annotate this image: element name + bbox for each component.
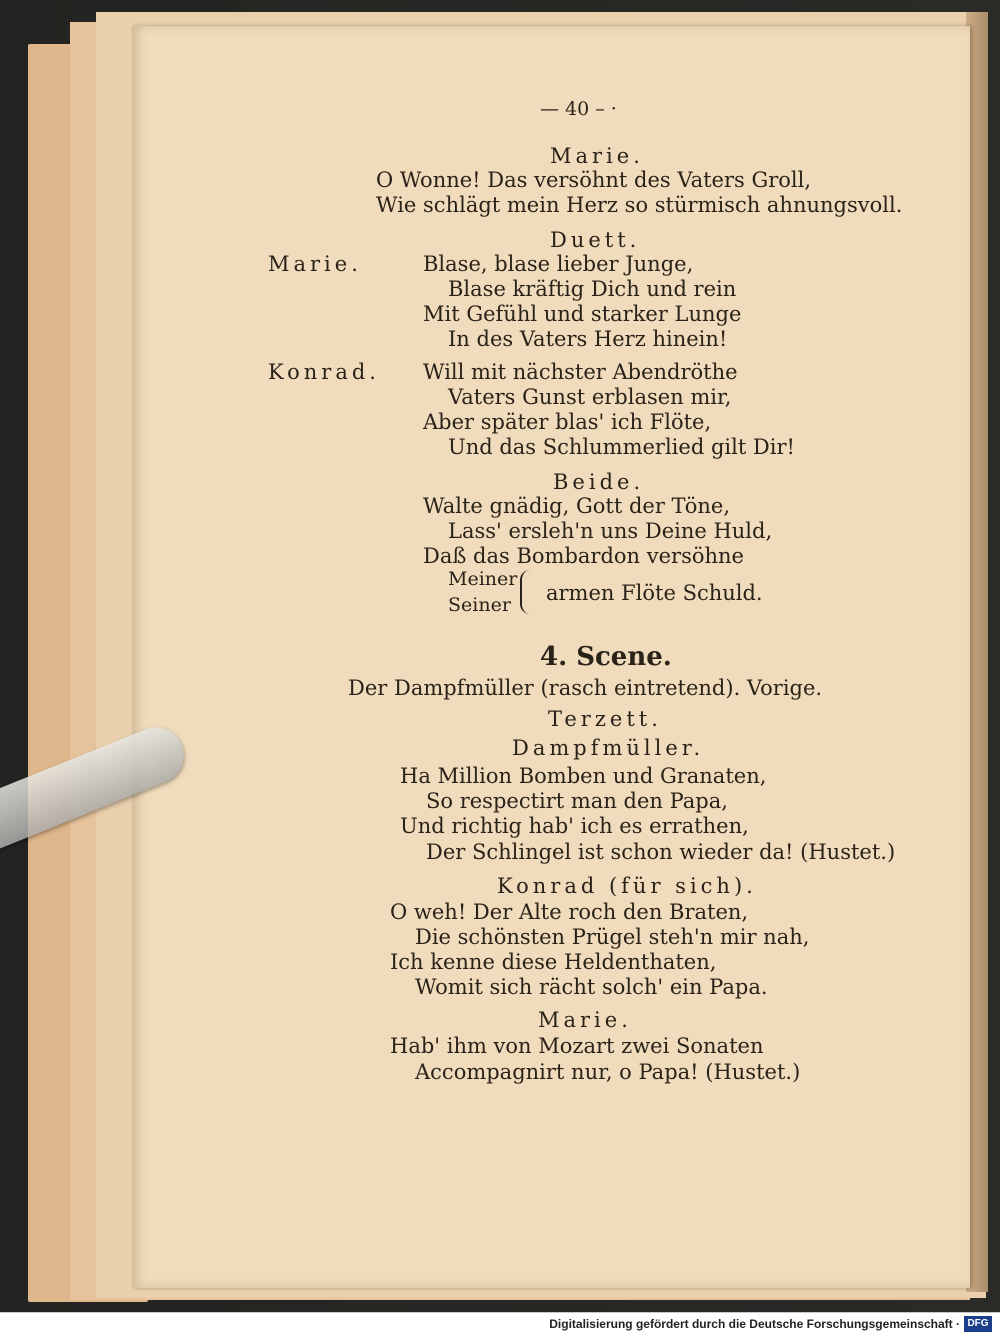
section-heading: Beide. [553, 470, 645, 494]
text-line: Seiner [448, 594, 511, 616]
text-line: Meiner [448, 568, 518, 590]
text-line: Hab' ihm von Mozart zwei Sonaten [390, 1034, 764, 1058]
dfg-logo: DFG [964, 1316, 992, 1332]
speaker-heading: Marie. [538, 1008, 632, 1032]
stage-direction: Der Dampfmüller (rasch eintretend). Vorige. [348, 676, 823, 700]
text-line: Der Schlingel ist schon wieder da! (Hustet.) [426, 840, 896, 864]
text-line: Mit Gefühl und starker Lunge [423, 302, 742, 326]
text-line: O Wonne! Das versöhnt des Vaters Groll, [376, 168, 812, 192]
speaker-heading: Marie. [550, 144, 644, 168]
brace-mark [520, 570, 532, 614]
text-line: Wie schlägt mein Herz so stürmisch ahnungsvoll. [376, 193, 903, 217]
text-line: Die schönsten Prügel steh'n mir nah, [415, 925, 810, 949]
text-line: Ha Million Bomben und Granaten, [400, 764, 767, 788]
footer-credit: Digitalisierung gefördert durch die Deutsche Forschungsgemeinschaft · [549, 1317, 960, 1331]
text-line: So respectirt man den Papa, [426, 789, 728, 813]
scene-title: 4. Scene. [540, 642, 672, 672]
text-line: Vaters Gunst erblasen mir, [448, 385, 732, 409]
text-line: Lass' ersleh'n uns Deine Huld, [448, 519, 773, 543]
text-line: Walte gnädig, Gott der Töne, [423, 494, 731, 518]
text-line: Und richtig hab' ich es errathen, [400, 814, 749, 838]
text-line: O weh! Der Alte roch den Braten, [390, 900, 749, 924]
text-line: Blase, blase lieber Junge, [423, 252, 694, 276]
speaker-heading: Konrad (für sich). [497, 874, 757, 898]
text-line: Aber später blas' ich Flöte, [423, 410, 712, 434]
text-line: Womit sich rächt solch' ein Papa. [415, 975, 768, 999]
section-heading: Duett. [550, 228, 641, 252]
text-line: Und das Schlummerlied gilt Dir! [448, 435, 795, 459]
speaker-label: Konrad. [268, 360, 380, 384]
text-line: armen Flöte Schuld. [546, 581, 763, 605]
footer-bar [0, 1312, 1000, 1337]
page-number: — 40 – · [540, 98, 617, 120]
text-line: Will mit nächster Abendröthe [423, 360, 738, 384]
text-line: Daß das Bombardon versöhne [423, 544, 744, 568]
section-heading: Terzett. [548, 707, 662, 731]
text-line: In des Vaters Herz hinein! [448, 327, 728, 351]
text-line: Blase kräftig Dich und rein [448, 277, 737, 301]
text-line: Ich kenne diese Heldenthaten, [390, 950, 717, 974]
text-line: Accompagnirt nur, o Papa! (Hustet.) [415, 1060, 801, 1084]
speaker-heading: Dampfmüller. [512, 736, 705, 760]
speaker-label: Marie. [268, 252, 362, 276]
